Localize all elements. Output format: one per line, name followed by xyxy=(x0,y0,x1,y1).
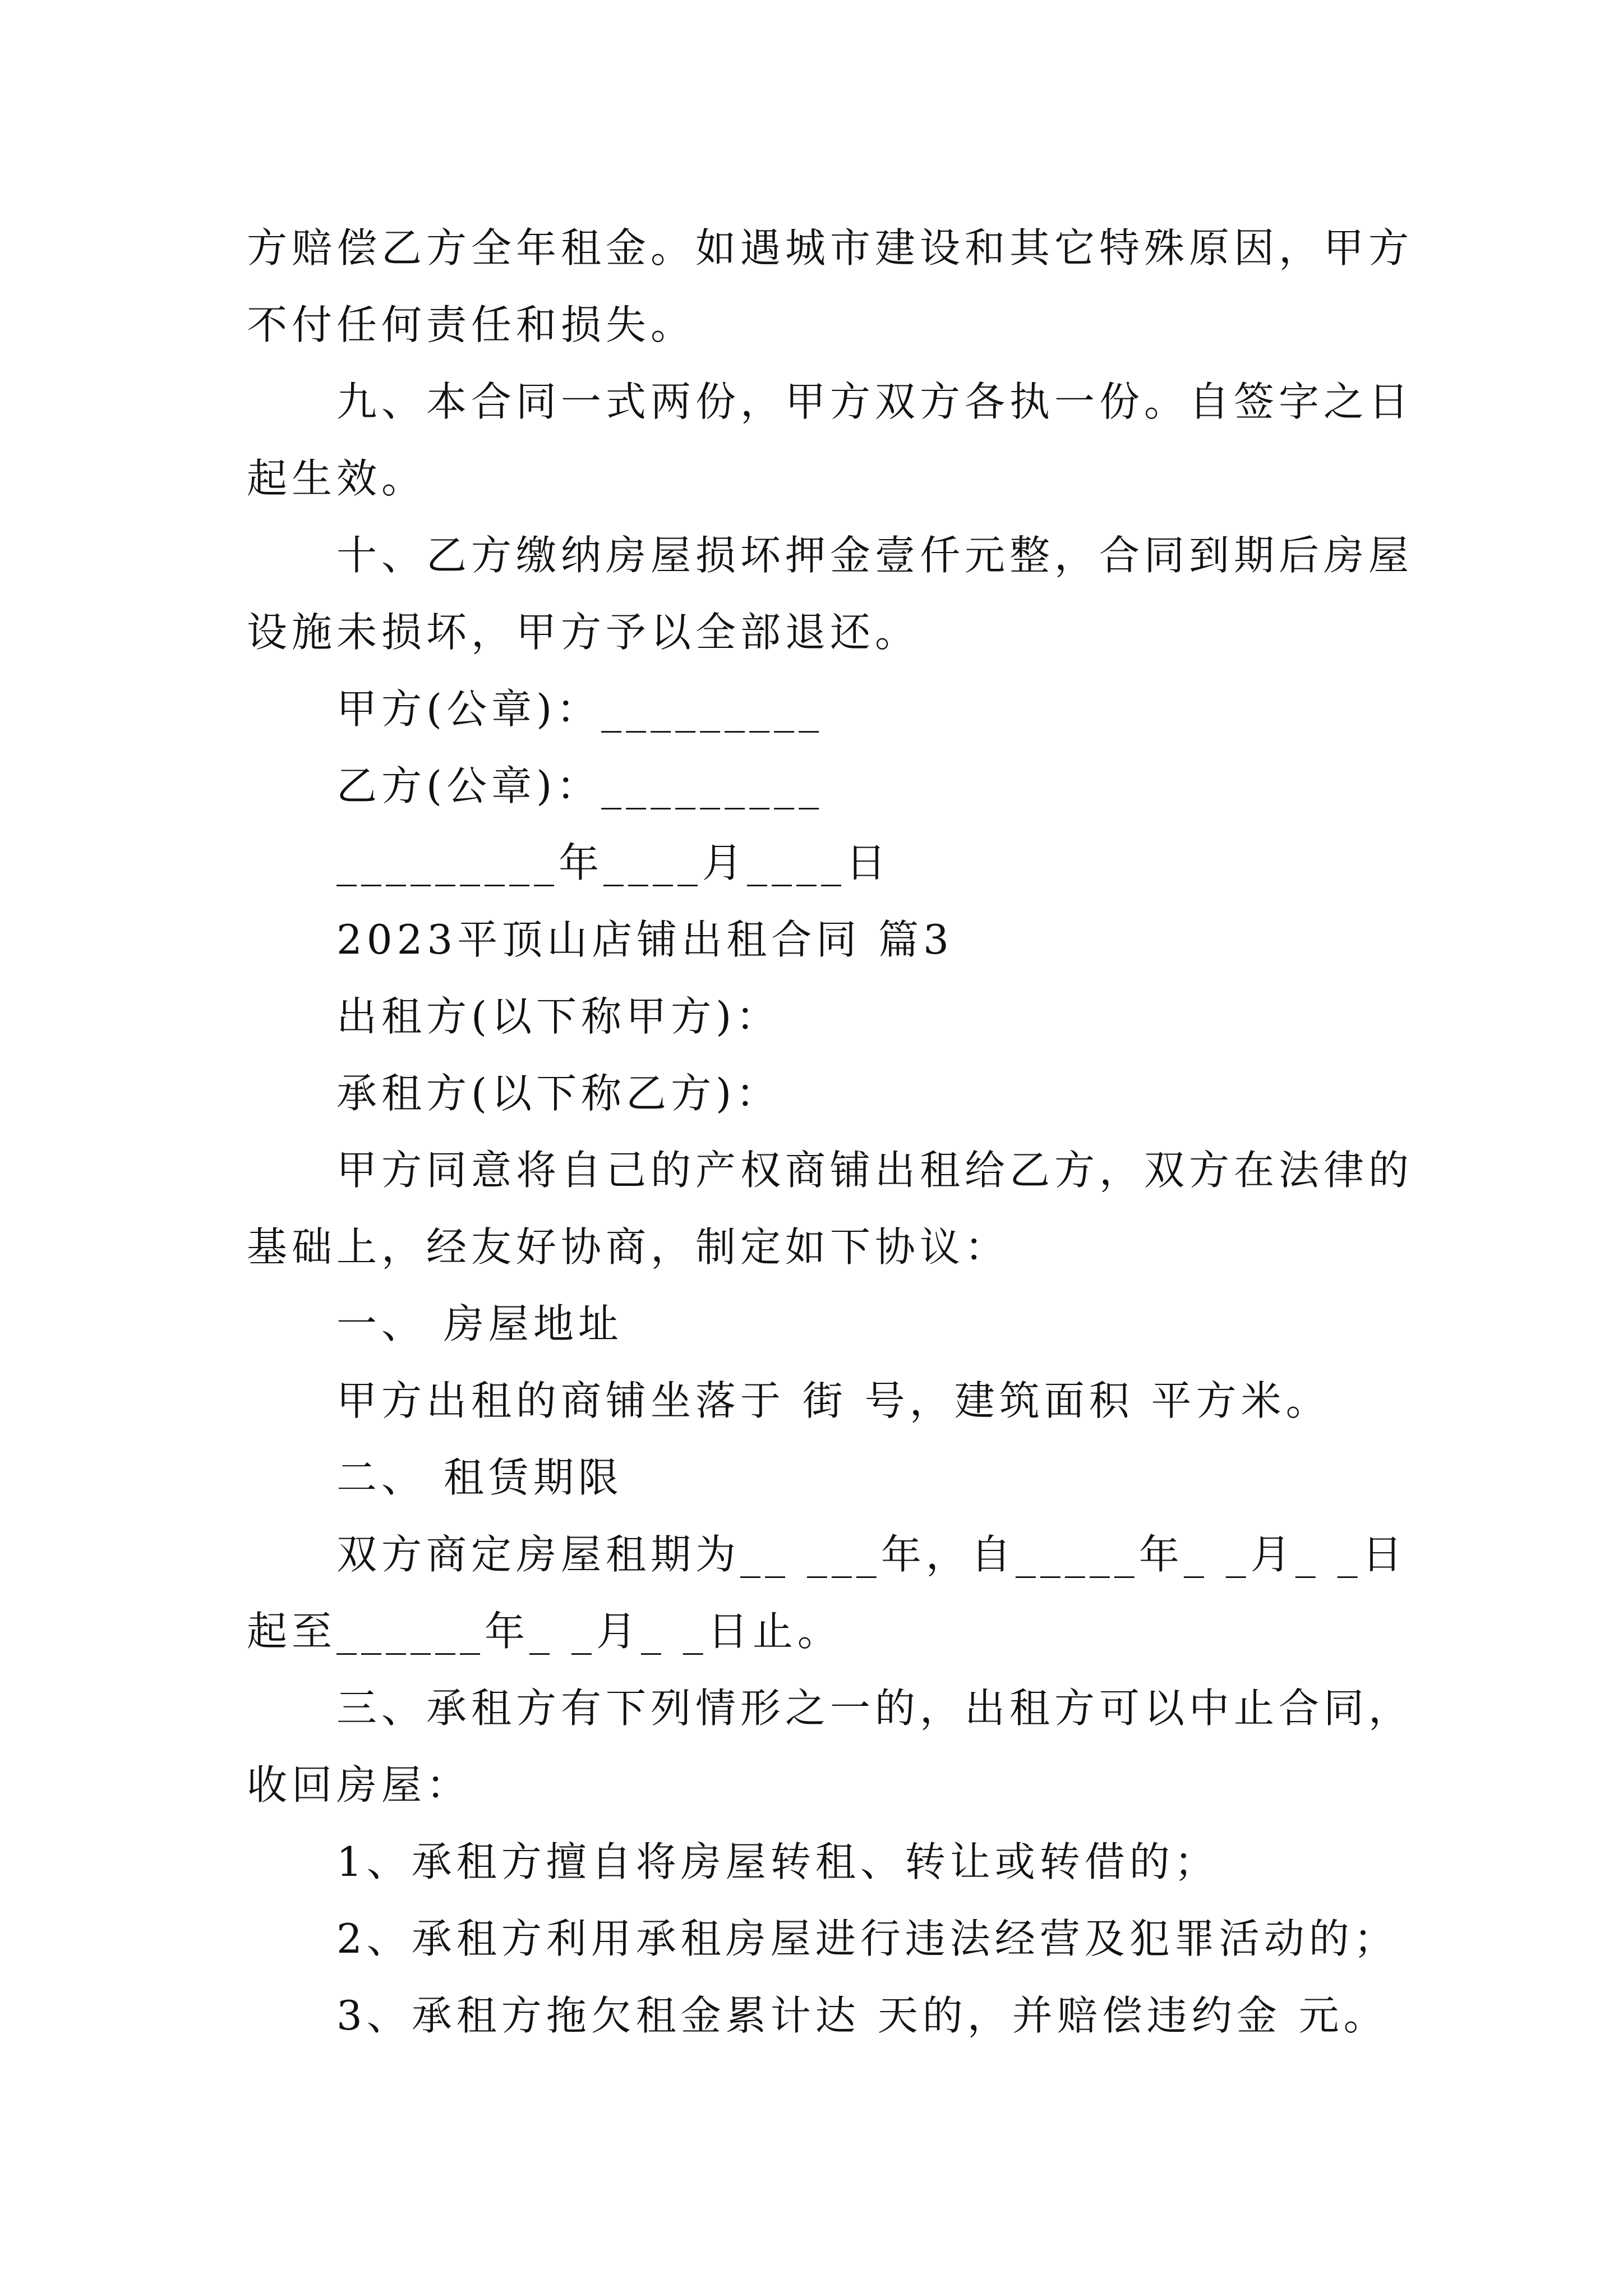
text-line: 基础上，经友好协商，制定如下协议： xyxy=(247,1223,1010,1271)
text-line: 承租方(以下称乙方)： xyxy=(336,1070,781,1117)
text-line: 收回房屋： xyxy=(247,1761,472,1809)
text-line: 方赔偿乙方全年租金。如遇城市建设和其它特殊原因，甲方 xyxy=(247,224,1414,272)
date-line: _________年____月____日 xyxy=(336,839,891,886)
text-line: 甲方出租的商铺坐落于 街 号，建筑面积 平方米。 xyxy=(336,1377,1331,1424)
section-title: 2023平顶山店铺出租合同 篇3 xyxy=(336,916,953,963)
text-line: 三、承租方有下列情形之一的，出租方可以中止合同， xyxy=(336,1685,1414,1732)
text-line: 十、乙方缴纳房屋损坏押金壹仟元整，合同到期后房屋 xyxy=(336,532,1414,579)
text-line: 双方商定房屋租期为__ ___年，自_____年_ _月_ _日 xyxy=(336,1531,1407,1578)
text-line: 甲方同意将自己的产权商铺出租给乙方，双方在法律的 xyxy=(336,1147,1414,1194)
clause-heading: 一、 房屋地址 xyxy=(336,1300,623,1347)
text-line: 出租方(以下称甲方)： xyxy=(336,993,781,1040)
text-line: 设施未损坏，甲方予以全部退还。 xyxy=(247,609,920,656)
signature-line-party-a: 甲方(公章)：_________ xyxy=(336,685,824,733)
list-item: 2、承租方利用承租房屋进行违法经营及犯罪活动的； xyxy=(336,1915,1399,1962)
list-item: 3、承租方拖欠租金累计达 天的，并赔偿违约金 元。 xyxy=(336,1992,1389,2039)
signature-line-party-b: 乙方(公章)：_________ xyxy=(336,762,824,809)
text-line: 九、本合同一式两份，甲方双方各执一份。自签字之日 xyxy=(336,378,1414,425)
clause-heading: 二、 租赁期限 xyxy=(336,1454,623,1501)
text-line: 起生效。 xyxy=(247,455,427,502)
document-body xyxy=(247,209,1414,2053)
text-line: 不付任何责任和损失。 xyxy=(247,301,696,348)
text-line: 起至______年_ _月_ _日止。 xyxy=(247,1608,842,1655)
list-item: 1、承租方擅自将房屋转租、转让或转借的； xyxy=(336,1838,1219,1885)
